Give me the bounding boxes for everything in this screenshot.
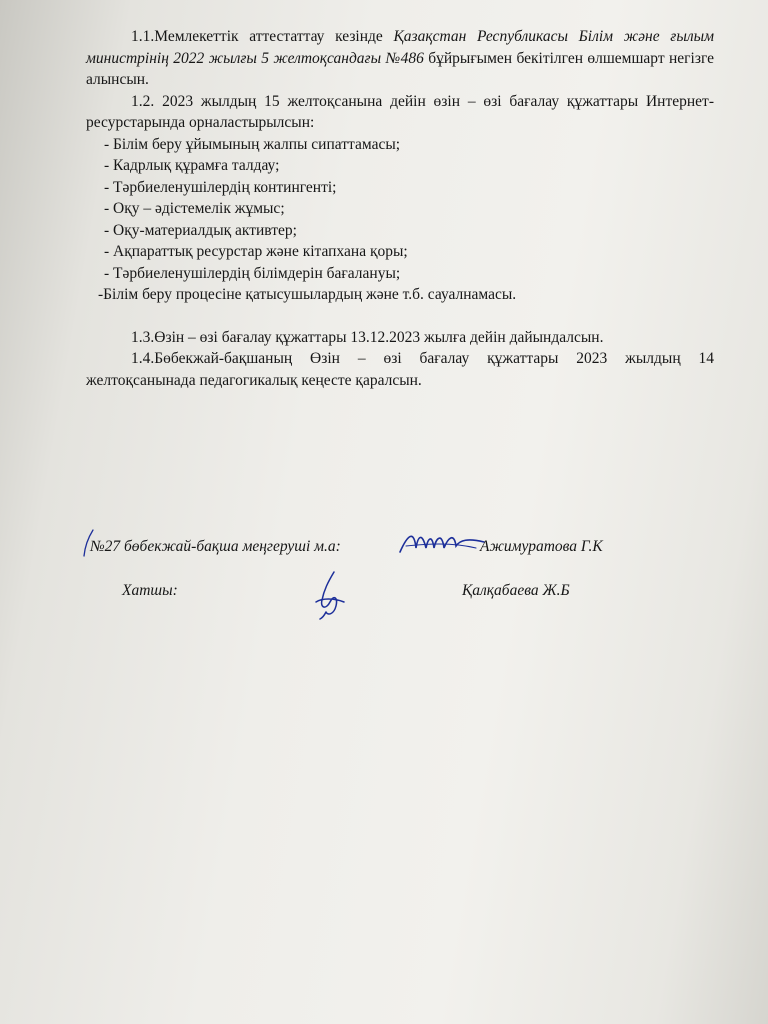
paragraph-1-1-end: бұйрығымен бекітілген өлшемшарт негізге алынсын.: [86, 49, 714, 88]
list-item: - Оқу – әдістемелік жұмыс;: [104, 200, 285, 217]
list-item: - Тәрбиеленушілердің контингенті;: [104, 178, 337, 196]
paragraph-1-1-reference: Қазақстан Республикасы Білім және ғылым министрінің 2022 жылғы 5 желтоқсандағы №486: [86, 28, 714, 67]
paragraph-1-2: 1.2. 2023 жылдың 15 желтоқсанына дейін өзін – өзі бағалау құжаттары Интернет-ресурстарында орналастырылсын:: [86, 92, 714, 131]
secretary-title: Хатшы:: [122, 582, 178, 599]
list-item: - Тәрбиеленушілердің білімдерін бағалануы;: [104, 264, 401, 282]
paragraph-1-4: 1.4.Бөбекжай-бақшаның Өзін – өзі бағалау құжаттары 2023 жылдың 14 желтоқсанынада педагогикалық кеңесте қаралсын.: [86, 350, 714, 389]
list-item: - Кадрлық құрамға талдау;: [104, 157, 280, 174]
secretary-signature-image: [308, 568, 350, 620]
secretary-name: Қалқабаева Ж.Б: [462, 582, 570, 599]
paragraph-1-1: [86, 26, 714, 91]
list-item: - Ақпараттық ресурстар және кітапхана қоры;: [104, 243, 408, 260]
paragraph-1-1-start: 1.1.Мемлекеттік аттестаттау кезінде: [131, 28, 394, 45]
list-item: - Білім беру ұйымының жалпы сипаттамасы;: [104, 135, 401, 153]
head-flourish-mark: [82, 528, 96, 558]
head-title: №27 бөбекжай-бақша меңгеруші м.а:: [90, 538, 341, 555]
head-name: Ажимуратова Г.К: [480, 538, 603, 555]
spacer: [86, 306, 714, 327]
head-signature-image: [396, 526, 488, 560]
list-item: -Білім беру процесіне қатысушылардың және т.б. сауалнамасы.: [98, 286, 517, 303]
document-list: [86, 134, 714, 306]
paragraph-1-3: 1.3.Өзін – өзі бағалау құжаттары 13.12.2023 жылға дейін дайындалсын.: [131, 328, 604, 346]
document-body: [86, 26, 714, 391]
list-item: - Оқу-материалдық активтер;: [104, 221, 297, 239]
